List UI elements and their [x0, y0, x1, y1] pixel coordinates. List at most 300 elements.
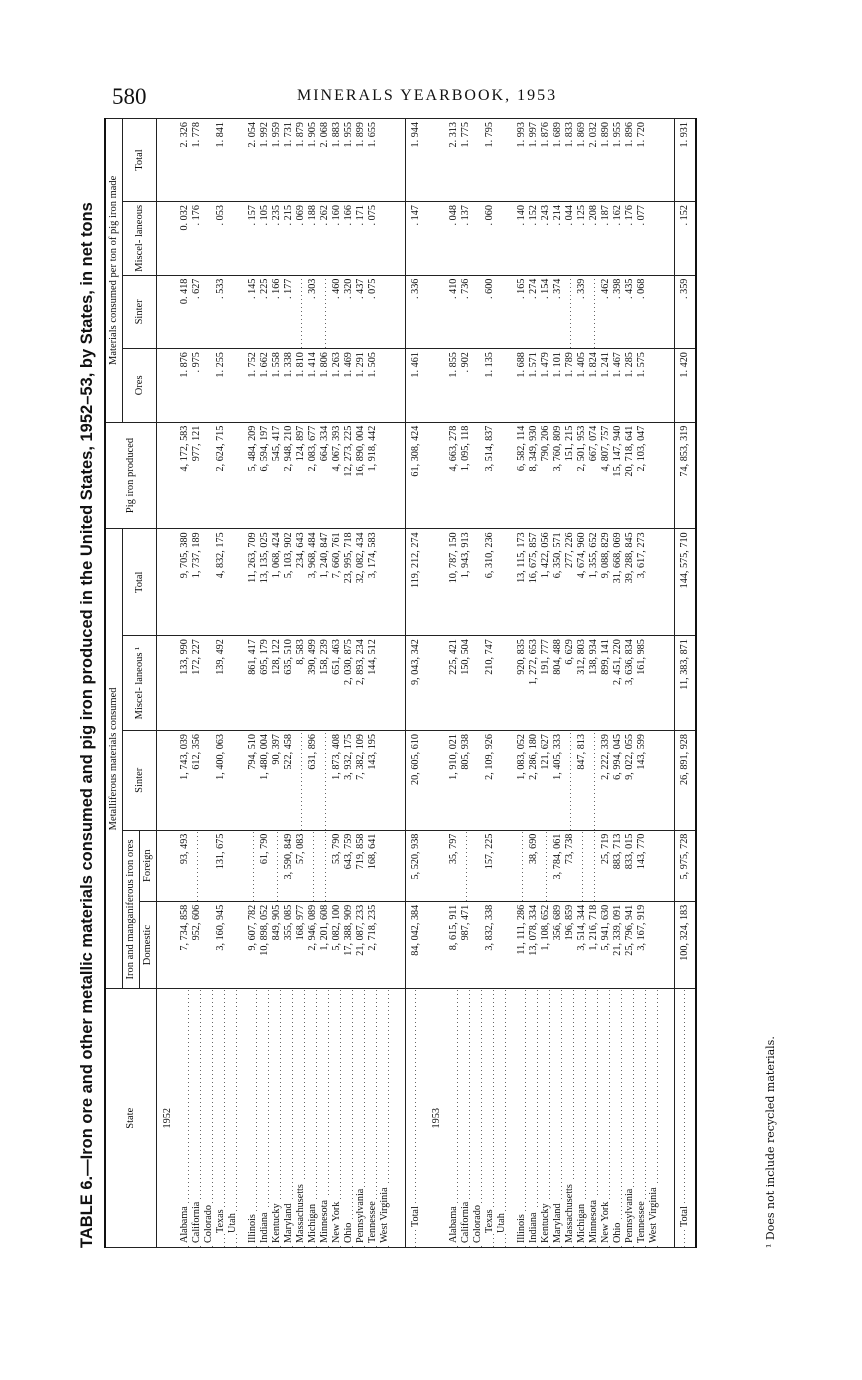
- spacer-cell: [660, 422, 675, 529]
- value-cell: . 165: [516, 275, 528, 349]
- year-spacer-cell: [426, 422, 448, 529]
- value-cell: 1. 955: [343, 119, 355, 202]
- value-cell: 157, 225: [484, 830, 496, 901]
- col-ores-header: Ores: [123, 349, 157, 423]
- value-cell: . 048: [448, 202, 460, 276]
- value-cell: [227, 202, 239, 276]
- value-cell: [648, 202, 660, 276]
- total-label-cell: [406, 989, 427, 1248]
- value-cell: . 303: [307, 275, 319, 349]
- value-cell: 695, 179: [259, 636, 271, 731]
- value-cell: [191, 830, 203, 901]
- value-cell: [588, 275, 600, 349]
- value-cell: 139, 492: [215, 636, 227, 731]
- value-cell: 1. 338: [283, 349, 295, 423]
- state-cell: [576, 989, 588, 1248]
- value-cell: 849, 905: [271, 901, 283, 989]
- total-value-cell: 119, 212, 274: [406, 529, 427, 636]
- value-cell: 1. 255: [215, 349, 227, 423]
- state-label: Pennsylvania: [355, 1188, 366, 1243]
- state-label: Tennessee: [636, 1201, 647, 1243]
- value-cell: 1. 879: [295, 119, 307, 202]
- value-cell: . 068: [636, 275, 648, 349]
- value-cell: 2, 030, 875: [343, 636, 355, 731]
- spacer-cell: [508, 275, 516, 349]
- value-cell: 356, 689: [552, 901, 564, 989]
- value-cell: 833, 015: [624, 830, 636, 901]
- value-cell: 210, 747: [484, 636, 496, 731]
- value-cell: 847, 813: [576, 731, 588, 831]
- spacer-row: [239, 119, 247, 1248]
- value-cell: 172, 227: [191, 636, 203, 731]
- table-row: [448, 119, 460, 1248]
- year-spacer-cell: [157, 202, 180, 276]
- spacer-cell: [508, 636, 516, 731]
- value-cell: 2. 068: [319, 119, 331, 202]
- total-value-cell: 11, 383, 871: [675, 636, 697, 731]
- state-label: Texas: [484, 1209, 495, 1233]
- col-sinter-header: Sinter: [123, 731, 157, 831]
- value-cell: 21, 339, 091: [612, 901, 624, 989]
- value-cell: 234, 643: [295, 529, 307, 636]
- value-cell: 635, 510: [283, 636, 295, 731]
- value-cell: 168, 641: [367, 830, 379, 901]
- table-row: [203, 119, 215, 1248]
- year-spacer-cell: [426, 275, 448, 349]
- value-cell: 128, 122: [271, 636, 283, 731]
- value-cell: 1, 083, 052: [516, 731, 528, 831]
- value-cell: 20, 718, 641: [624, 422, 636, 529]
- value-cell: 143, 599: [636, 731, 648, 831]
- value-cell: 2, 893, 234: [355, 636, 367, 731]
- state-cell: [179, 989, 191, 1248]
- value-cell: 38, 690: [528, 830, 540, 901]
- value-cell: 1. 806: [319, 349, 331, 423]
- value-cell: 1. 720: [636, 119, 648, 202]
- value-cell: . 044: [564, 202, 576, 276]
- value-cell: 1. 855: [448, 349, 460, 423]
- value-cell: 3, 167, 919: [636, 901, 648, 989]
- value-cell: [295, 275, 307, 349]
- value-cell: [227, 636, 239, 731]
- value-cell: 61, 790: [259, 830, 271, 901]
- col-sinter2-header: Sinter: [123, 275, 157, 349]
- value-cell: 3, 932, 175: [343, 731, 355, 831]
- value-cell: 2, 718, 235: [367, 901, 379, 989]
- value-cell: . 460: [331, 275, 343, 349]
- table-row: [379, 119, 391, 1248]
- value-cell: 545, 417: [271, 422, 283, 529]
- value-cell: [227, 529, 239, 636]
- state-label: Kentucky: [271, 1203, 282, 1243]
- state-label: Indiana: [528, 1212, 539, 1243]
- value-cell: . 274: [528, 275, 540, 349]
- state-cell: [516, 989, 528, 1248]
- value-cell: 719, 858: [355, 830, 367, 901]
- value-cell: 1. 778: [191, 119, 203, 202]
- value-cell: 25, 796, 941: [624, 901, 636, 989]
- value-cell: 6, 994, 045: [612, 731, 624, 831]
- value-cell: 35, 797: [448, 830, 460, 901]
- value-cell: [379, 901, 391, 989]
- table-row: [259, 119, 271, 1248]
- value-cell: 1. 558: [271, 349, 283, 423]
- value-cell: 2, 948, 210: [283, 422, 295, 529]
- value-cell: 1. 467: [612, 349, 624, 423]
- total-value-cell: 100, 324, 183: [675, 901, 697, 989]
- value-cell: 1, 108, 652: [540, 901, 552, 989]
- table-row: [179, 119, 191, 1248]
- value-cell: [648, 275, 660, 349]
- value-cell: 1, 737, 189: [191, 529, 203, 636]
- value-cell: 3, 160, 945: [215, 901, 227, 989]
- value-cell: 0. 032: [179, 202, 191, 276]
- state-label: Alabama: [448, 1206, 459, 1243]
- state-label: New York: [600, 1201, 611, 1243]
- total-row: [406, 119, 427, 1248]
- state-cell: [319, 989, 331, 1248]
- value-cell: [588, 731, 600, 831]
- year-label: 1952: [157, 989, 180, 1248]
- year-spacer-cell: [426, 202, 448, 276]
- col-total2-header: Total: [123, 119, 157, 202]
- state-cell: [355, 989, 367, 1248]
- state-label: West Virginia: [379, 1187, 390, 1243]
- spacer-cell: [391, 830, 406, 901]
- value-cell: 196, 859: [564, 901, 576, 989]
- value-cell: 3, 832, 338: [484, 901, 496, 989]
- value-cell: 225, 421: [448, 636, 460, 731]
- value-cell: . 437: [355, 275, 367, 349]
- state-cell: [247, 989, 259, 1248]
- state-label: Illinois: [247, 1214, 258, 1243]
- value-cell: 90, 397: [271, 731, 283, 831]
- value-cell: . 214: [552, 202, 564, 276]
- value-cell: [227, 731, 239, 831]
- value-cell: 1. 405: [576, 349, 588, 423]
- value-cell: 790, 206: [540, 422, 552, 529]
- table-row: [331, 119, 343, 1248]
- table-row: [540, 119, 552, 1248]
- total-value-cell: 144, 575, 710: [675, 529, 697, 636]
- value-cell: [227, 119, 239, 202]
- value-cell: 23, 995, 718: [343, 529, 355, 636]
- total-value-cell: 1. 931: [675, 119, 697, 202]
- table-row: [484, 119, 496, 1248]
- total-value-cell: 5, 975, 728: [675, 830, 697, 901]
- value-cell: . 137: [460, 202, 472, 276]
- value-cell: . 166: [271, 275, 283, 349]
- value-cell: 3, 760, 809: [552, 422, 564, 529]
- value-cell: . 320: [343, 275, 355, 349]
- total-value-cell: . 147: [406, 202, 427, 276]
- value-cell: 899, 141: [600, 636, 612, 731]
- value-cell: 1. 101: [552, 349, 564, 423]
- value-cell: 522, 458: [283, 731, 295, 831]
- state-cell: [588, 989, 600, 1248]
- value-cell: 1, 272, 653: [528, 636, 540, 731]
- spacer-cell: [508, 202, 516, 276]
- table-row: [319, 119, 331, 1248]
- state-cell: [528, 989, 540, 1248]
- value-cell: . 533: [215, 275, 227, 349]
- value-cell: [203, 275, 215, 349]
- value-cell: 1. 896: [624, 119, 636, 202]
- state-cell: [636, 989, 648, 1248]
- value-cell: 4, 067, 393: [331, 422, 343, 529]
- value-cell: . 162: [612, 202, 624, 276]
- state-label: Massachusetts: [295, 1184, 306, 1243]
- spacer-cell: [660, 901, 675, 989]
- rotated-table-block: [78, 118, 790, 1248]
- value-cell: [496, 636, 508, 731]
- value-cell: [227, 349, 239, 423]
- state-label: Utah: [496, 1213, 507, 1233]
- value-cell: 1, 918, 442: [367, 422, 379, 529]
- value-cell: [496, 349, 508, 423]
- value-cell: . 235: [271, 202, 283, 276]
- value-cell: 13, 135, 025: [259, 529, 271, 636]
- value-cell: [472, 731, 484, 831]
- value-cell: 1. 688: [516, 349, 528, 423]
- value-cell: . 154: [540, 275, 552, 349]
- value-cell: . 462: [600, 275, 612, 349]
- value-cell: 1. 959: [271, 119, 283, 202]
- value-cell: . 069: [295, 202, 307, 276]
- value-cell: 1. 291: [355, 349, 367, 423]
- state-label: Colorado: [472, 1205, 483, 1243]
- value-cell: 133, 990: [179, 636, 191, 731]
- value-cell: 1, 216, 718: [588, 901, 600, 989]
- value-cell: 9, 088, 829: [600, 529, 612, 636]
- state-cell: [612, 989, 624, 1248]
- value-cell: 920, 835: [516, 636, 528, 731]
- value-cell: [516, 830, 528, 901]
- state-label: West Virginia: [648, 1187, 659, 1243]
- spacer-cell: [391, 422, 406, 529]
- col-per-ton-header: Materials consumed per ton of pig iron made: [105, 119, 123, 423]
- value-cell: 1. 505: [367, 349, 379, 423]
- value-cell: . 208: [588, 202, 600, 276]
- spacer-cell: [660, 989, 675, 1248]
- value-cell: 987, 471: [460, 901, 472, 989]
- value-cell: 39, 288, 845: [624, 529, 636, 636]
- value-cell: 1, 405, 333: [552, 731, 564, 831]
- value-cell: [648, 349, 660, 423]
- spacer-cell: [239, 422, 247, 529]
- value-cell: 124, 897: [295, 422, 307, 529]
- value-cell: 2. 313: [448, 119, 460, 202]
- year-spacer-cell: [157, 349, 180, 423]
- total-value-cell: . 359: [675, 275, 697, 349]
- value-cell: [564, 275, 576, 349]
- value-cell: [307, 830, 319, 901]
- spacer-cell: [660, 731, 675, 831]
- value-cell: [472, 349, 484, 423]
- value-cell: 1. 905: [307, 119, 319, 202]
- value-cell: 2. 032: [588, 119, 600, 202]
- table-row: [247, 119, 259, 1248]
- value-cell: . 339: [576, 275, 588, 349]
- value-cell: . 374: [552, 275, 564, 349]
- spacer-cell: [660, 202, 675, 276]
- value-cell: [203, 731, 215, 831]
- state-cell: [564, 989, 576, 1248]
- state-cell: [648, 989, 660, 1248]
- spacer-cell: [239, 830, 247, 901]
- spacer-cell: [391, 636, 406, 731]
- value-cell: 1, 095, 118: [460, 422, 472, 529]
- value-cell: 1, 068, 424: [271, 529, 283, 636]
- value-cell: 5, 941, 630: [600, 901, 612, 989]
- spacer-cell: [391, 731, 406, 831]
- year-row: [426, 119, 448, 1248]
- value-cell: 2, 286, 180: [528, 731, 540, 831]
- value-cell: . 600: [484, 275, 496, 349]
- value-cell: 32, 082, 434: [355, 529, 367, 636]
- value-cell: [319, 830, 331, 901]
- value-cell: [227, 830, 239, 901]
- spacer-cell: [239, 275, 247, 349]
- spacer-cell: [660, 636, 675, 731]
- value-cell: [460, 830, 472, 901]
- total-value-cell: 1. 420: [675, 349, 697, 423]
- value-cell: 1. 689: [552, 119, 564, 202]
- year-spacer-cell: [426, 529, 448, 636]
- value-cell: [648, 830, 660, 901]
- value-cell: 1, 910, 021: [448, 731, 460, 831]
- value-cell: 1, 355, 652: [588, 529, 600, 636]
- spacer-cell: [391, 349, 406, 423]
- spacer-cell: [391, 989, 406, 1248]
- total-value-cell: 9, 043, 342: [406, 636, 427, 731]
- value-cell: . 410: [448, 275, 460, 349]
- value-cell: 25, 719: [600, 830, 612, 901]
- table-row: [552, 119, 564, 1248]
- value-cell: 794, 510: [247, 731, 259, 831]
- value-cell: [648, 731, 660, 831]
- total-value-cell: 61, 308, 424: [406, 422, 427, 529]
- table-row: [496, 119, 508, 1248]
- value-cell: . 243: [540, 202, 552, 276]
- value-cell: . 176: [624, 202, 636, 276]
- state-label: Ohio: [343, 1222, 354, 1243]
- value-cell: [379, 422, 391, 529]
- table-row: [564, 119, 576, 1248]
- table-row: [355, 119, 367, 1248]
- value-cell: [648, 529, 660, 636]
- state-cell: [448, 989, 460, 1248]
- value-cell: 1. 263: [331, 349, 343, 423]
- total-value-cell: 1. 944: [406, 119, 427, 202]
- value-cell: [472, 275, 484, 349]
- state-label: Utah: [227, 1213, 238, 1233]
- state-label: Michigan: [307, 1203, 318, 1243]
- value-cell: 2, 624, 715: [215, 422, 227, 529]
- value-cell: 2, 109, 926: [484, 731, 496, 831]
- value-cell: 151, 215: [564, 422, 576, 529]
- year-spacer-cell: [157, 731, 180, 831]
- state-label: Tennessee: [367, 1201, 378, 1243]
- value-cell: 1. 833: [564, 119, 576, 202]
- state-cell: [496, 989, 508, 1248]
- state-cell: [203, 989, 215, 1248]
- col-state-header: State: [105, 989, 157, 1248]
- year-spacer-cell: [426, 349, 448, 423]
- spacer-cell: [239, 119, 247, 202]
- value-cell: 16, 890, 004: [355, 422, 367, 529]
- value-cell: 1. 135: [484, 349, 496, 423]
- value-cell: [496, 529, 508, 636]
- value-cell: 144, 512: [367, 636, 379, 731]
- spacer-cell: [508, 830, 516, 901]
- value-cell: 3, 636, 834: [624, 636, 636, 731]
- value-cell: 11, 263, 709: [247, 529, 259, 636]
- value-cell: [203, 901, 215, 989]
- value-cell: 1. 655: [367, 119, 379, 202]
- year-spacer-cell: [426, 636, 448, 731]
- page-header: [112, 84, 782, 114]
- value-cell: 138, 934: [588, 636, 600, 731]
- value-cell: [247, 830, 259, 901]
- col-pig-iron-header: Pig iron produced: [105, 422, 157, 529]
- value-cell: 57, 083: [295, 830, 307, 901]
- value-cell: 3, 174, 583: [367, 529, 379, 636]
- value-cell: . 145: [247, 275, 259, 349]
- value-cell: [496, 275, 508, 349]
- spacer-cell: [660, 119, 675, 202]
- total-value-cell: 84, 042, 384: [406, 901, 427, 989]
- state-cell: [215, 989, 227, 1248]
- spacer-cell: [391, 119, 406, 202]
- running-head: MINERALS YEARBOOK, 1953: [297, 87, 558, 104]
- col-foreign-header: Foreign: [140, 830, 157, 901]
- year-row: [157, 119, 180, 1248]
- value-cell: 1. 752: [247, 349, 259, 423]
- value-cell: [271, 830, 283, 901]
- value-cell: . 215: [283, 202, 295, 276]
- year-spacer-cell: [426, 731, 448, 831]
- value-cell: 2, 222, 339: [600, 731, 612, 831]
- state-cell: [307, 989, 319, 1248]
- spacer-cell: [239, 989, 247, 1248]
- table-row: [283, 119, 295, 1248]
- data-table: [104, 118, 697, 1248]
- value-cell: [379, 731, 391, 831]
- value-cell: . 077: [636, 202, 648, 276]
- state-cell: [600, 989, 612, 1248]
- value-cell: 2, 501, 953: [576, 422, 588, 529]
- value-cell: 1, 422, 056: [540, 529, 552, 636]
- value-cell: 1, 201, 608: [319, 901, 331, 989]
- value-cell: [203, 636, 215, 731]
- value-cell: . 125: [576, 202, 588, 276]
- total-label-cell: [675, 989, 697, 1248]
- year-spacer-cell: [157, 529, 180, 636]
- state-label: Kentucky: [540, 1203, 551, 1243]
- value-cell: [496, 422, 508, 529]
- value-cell: 1. 789: [564, 349, 576, 423]
- value-cell: . 140: [516, 202, 528, 276]
- value-cell: 5, 103, 902: [283, 529, 295, 636]
- table-row: [295, 119, 307, 1248]
- value-cell: [379, 119, 391, 202]
- value-cell: [496, 731, 508, 831]
- year-spacer-cell: [157, 901, 180, 989]
- table-row: [215, 119, 227, 1248]
- value-cell: 651, 463: [331, 636, 343, 731]
- value-cell: [648, 901, 660, 989]
